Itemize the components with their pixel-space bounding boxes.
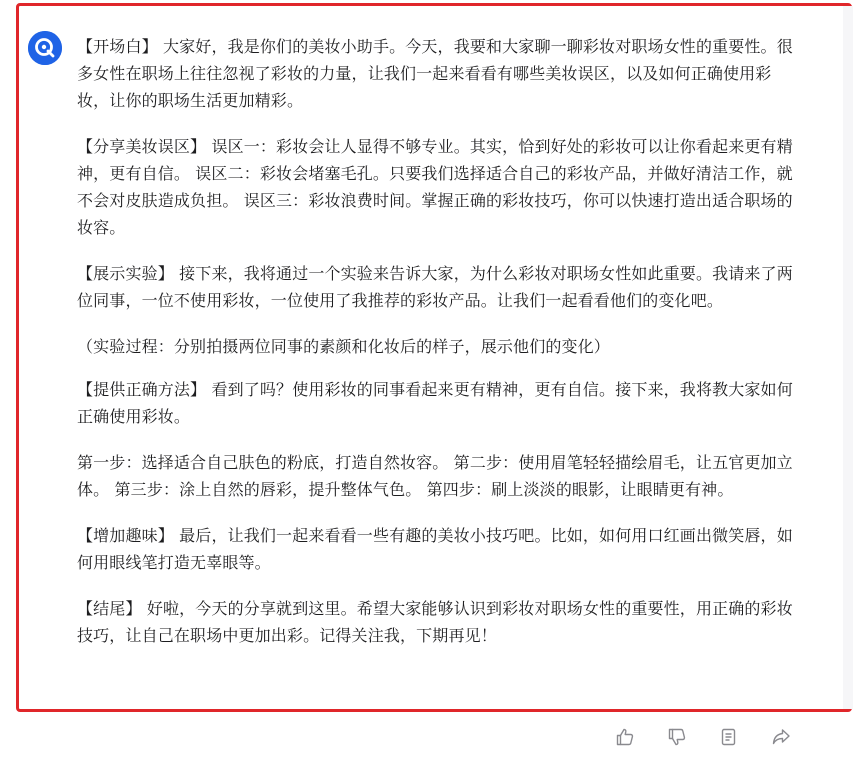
message-paragraph (77, 522, 799, 576)
message-paragraph (77, 376, 799, 430)
message-paragraph (77, 260, 799, 314)
paragraph-text: 大家好，我是你们的美妆小助手。今天，我要和大家聊一聊彩妆对职场女性的重要性。很多女性在职场上往往忽视了彩妆的力量，让我们一起来看看有哪些美妆误区，以及如何正确使用彩妆，让你的职场生活更加精彩。 (77, 37, 793, 110)
section-heading: 【分享美妆误区】 (77, 137, 212, 156)
section-heading: 【增加趣味】 (77, 526, 180, 545)
copy-button[interactable] (716, 724, 742, 750)
message-paragraph (77, 449, 799, 503)
share-button[interactable] (768, 724, 794, 750)
paragraph-text: 接下来，我将通过一个实验来告诉大家，为什么彩妆对职场女性如此重要。我请来了两位同事，一位不使用彩妆，一位使用了我推荐的彩妆产品。让我们一起看看他们的变化吧。 (77, 264, 793, 310)
section-heading: 【展示实验】 (77, 264, 180, 283)
message-paragraph (77, 33, 799, 114)
message-paragraph (77, 333, 799, 360)
message-paragraph (77, 595, 799, 649)
copy-icon (719, 727, 739, 747)
dislike-button[interactable] (664, 724, 690, 750)
section-heading: 【提供正确方法】 (77, 380, 212, 399)
paragraph-text: 最后，让我们一起来看看一些有趣的美妆小技巧吧。比如，如何用口红画出微笑唇，如何用眼线笔打造无辜眼等。 (77, 526, 793, 572)
ai-assistant-logo-icon (28, 31, 62, 65)
paragraph-text: 第一步：选择适合自己肤色的粉底，打造自然妆容。 第二步：使用眉笔轻轻描绘眉毛，让五官更加立体。 第三步：涂上自然的唇彩，提升整体气色。 第四步：刷上淡淡的眼影，让眼睛更有神。 (77, 453, 793, 499)
paragraph-text: 好啦，今天的分享就到这里。希望大家能够认识到彩妆对职场女性的重要性，用正确的彩妆技巧，让自己在职场中更加出彩。记得关注我，下期再见！ (77, 599, 793, 645)
scroll-track (843, 6, 853, 709)
paragraph-text: （实验过程：分别拍摄两位同事的素颜和化妆后的样子，展示他们的变化） (77, 337, 610, 356)
like-button[interactable] (612, 724, 638, 750)
section-heading: 【结尾】 (77, 599, 147, 618)
section-heading: 【开场白】 (77, 37, 163, 56)
message-paragraph (77, 133, 799, 241)
paragraph-text: 看到了吗？使用彩妆的同事看起来更有精神，更有自信。接下来，我将教大家如何正确使用彩妆。 (77, 380, 793, 426)
message-body (77, 33, 799, 668)
message-actions (612, 723, 794, 751)
thumbs-down-icon (667, 727, 687, 747)
thumbs-up-icon (615, 727, 635, 747)
share-icon (771, 727, 791, 747)
paragraph-text: 误区一：彩妆会让人显得不够专业。其实，恰到好处的彩妆可以让你看起来更有精神，更有自信。 误区二：彩妆会堵塞毛孔。只要我们选择适合自己的彩妆产品，并做好清洁工作，就不会对皮肤造成负担。 误区三：彩妆浪费时间。掌握正确的彩妆技巧，你可以快速打造出适合职场的妆容。 (77, 137, 793, 237)
assistant-message-card (16, 3, 852, 712)
